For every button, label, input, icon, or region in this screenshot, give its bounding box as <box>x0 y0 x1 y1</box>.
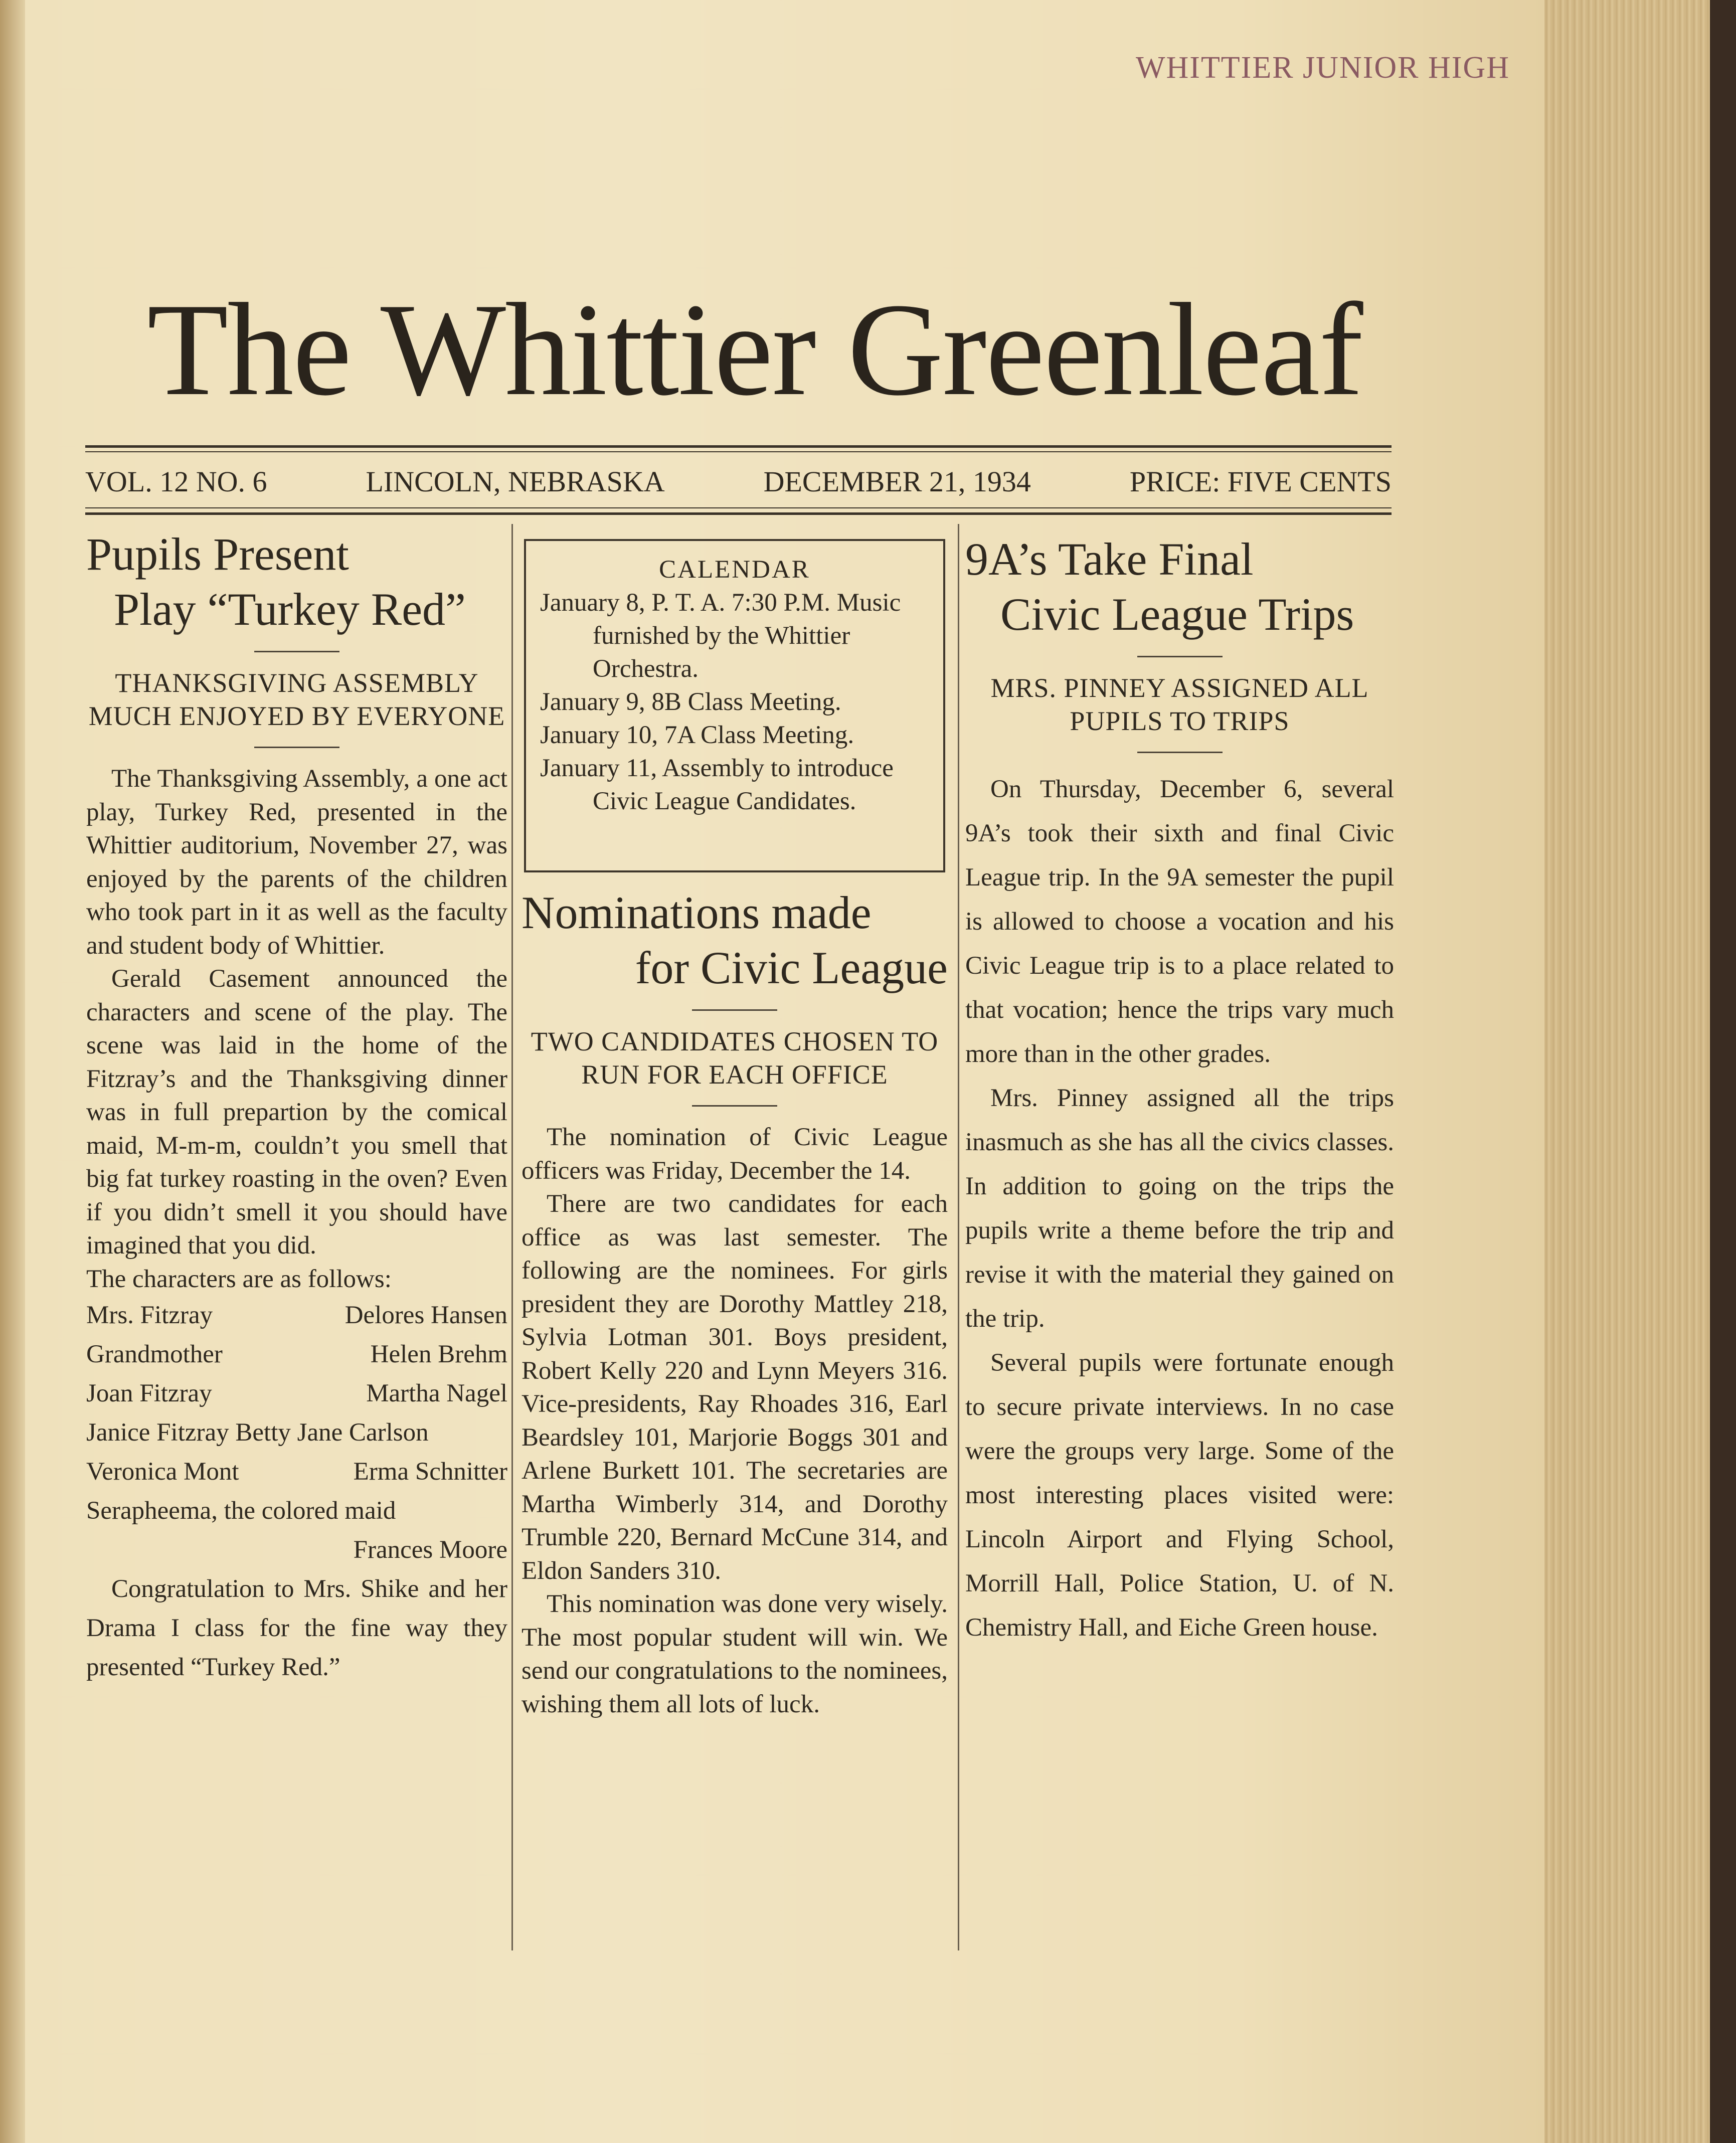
paragraph: There are two candidates for each office as was last semester. The following are the nominees. For girls president they are Dorothy Mattley 218, Sylvia Lotman 301. Boys president, Robert Kelly 220 and Lynn Meyers 316. Vice-presidents, Ray Rhoades 316, Earl Beardsley 101, Marjorie Boggs 301 and Arlene Burkett 101. The secretaries are Martha Wimberly 314, and Dorothy Trumble 220, Bernard McCune 314, and Eldon Sanders 310. <box>522 1190 948 1585</box>
cast-row: Veronica Mont Erma Schnitter <box>86 1458 507 1486</box>
calendar-item: January 11, Assembly to introduce Civic League Candidates. <box>540 754 894 815</box>
publication-date: DECEMBER 21, 1934 <box>763 465 1031 498</box>
headline-rule <box>254 651 339 652</box>
book-binding <box>1710 0 1736 2143</box>
calendar-box <box>524 539 945 872</box>
page-left-edge <box>0 0 25 2143</box>
publication-place: LINCOLN, NEBRASKA <box>366 465 665 498</box>
masthead-rule-top-thin <box>85 451 1392 452</box>
subhead-rule <box>1137 752 1223 753</box>
calendar-item: January 9, 8B Class Meeting. <box>540 688 841 716</box>
cast-row: Janice Fitzray Betty Jane Carlson <box>86 1418 429 1447</box>
cast-row: Mrs. Fitzray Delores Hansen <box>86 1301 507 1329</box>
subhead-pinney: MRS. PINNEY ASSIGNED ALL PUPILS TO TRIPS <box>990 673 1369 736</box>
headline-turkey-red: Pupils Present Play “Turkey Red” <box>86 528 466 635</box>
paragraph: The nomination of Civic League officers was Friday, December the 14. <box>522 1123 948 1185</box>
volume-number: VOL. 12 NO. 6 <box>85 465 267 498</box>
cast-list <box>86 1296 507 1569</box>
article-turkey-red <box>86 526 507 1687</box>
cast-row: Joan Fitzray Martha Nagel <box>86 1379 507 1407</box>
subhead-thanksgiving: THANKSGIVING ASSEMBLY MUCH ENJOYED BY EVERYONE <box>88 668 505 731</box>
dateline-rule-bottom <box>85 512 1392 515</box>
cast-row: Grandmother Helen Brehm <box>86 1340 507 1368</box>
headline-civic-trips: 9A’s Take Final Civic League Trips <box>965 533 1354 640</box>
calendar-title: CALENDAR <box>659 556 810 584</box>
paragraph: Mrs. Pinney assigned all the trips inasmuch as she has all the civics classes. In addition to going on the trips the pupils write a theme before the trip and revise it with the material they gained on the trip. <box>965 1084 1394 1333</box>
article-civic-trips <box>965 531 1394 1650</box>
paragraph: This nomination was done very wisely. The most popular student will win. We send our congratulations to the nominees, wishing them all lots of luck. <box>522 1590 948 1718</box>
paragraph: Congratulation to Mrs. Shike and her Drama I class for the fine way they presented “Turkey Red.” <box>86 1575 507 1681</box>
subhead-candidates: TWO CANDIDATES CHOSEN TO RUN FOR EACH OFFICE <box>531 1026 939 1090</box>
paragraph: On Thursday, December 6, several 9A’s took their sixth and final Civic League trip. In the 9A semester the pupil is allowed to choose a vocation and his Civic League trip is to a place related to that vocation; hence the trips vary much more than in the other grades. <box>965 775 1394 1068</box>
column-divider-1 <box>511 524 513 1950</box>
paragraph: Gerald Casement announced the characters and scene of the play. The scene was laid in the home of the Fitzray’s and the Thanksgiving dinner was in full prepartion by the comical maid, M-m-m, couldn’t you smell that big fat turkey roasting in the oven? Even if you didn’t smell it you should have imagined that you did. <box>86 965 507 1260</box>
subhead-rule <box>692 1105 777 1107</box>
library-stamp: WHITTIER JUNIOR HIGH <box>1136 51 1510 85</box>
subhead-rule <box>254 747 339 748</box>
calendar-item: January 8, P. T. A. 7:30 P.M. Music furnished by the Whittier Orchestra. <box>540 589 901 683</box>
paragraph: The Thanksgiving Assembly, a one act play, Turkey Red, presented in the Whittier auditorium, November 27, was enjoyed by the parents of the children who took part in it as well as the faculty and student body of Whittier. <box>86 765 507 960</box>
cast-row: Frances Moore <box>353 1536 507 1564</box>
cast-row: Serapheema, the colored maid <box>86 1497 396 1525</box>
column-divider-2 <box>958 524 959 1950</box>
dateline <box>85 464 1392 499</box>
headline-nominations: Nominations made for Civic League <box>522 887 948 993</box>
paragraph: Several pupils were fortunate enough to secure private interviews. In no case were the groups very large. Some of the most interesting places visited were: Lincoln Airport and Flying School, Morrill Hall, Police Station, U. of N. Chemistry Hall, and Eiche Green house. <box>965 1349 1394 1642</box>
headline-rule <box>692 1009 777 1011</box>
calendar-item: January 10, 7A Class Meeting. <box>540 721 854 749</box>
headline-rule <box>1137 656 1223 657</box>
book-page-edges <box>1544 0 1710 2143</box>
masthead-title: The Whittier Greenleaf <box>147 276 1362 423</box>
issue-price: PRICE: FIVE CENTS <box>1129 465 1392 498</box>
masthead-rule-top <box>85 445 1392 448</box>
article-nominations <box>522 885 948 1721</box>
dateline-rule-thin <box>85 507 1392 508</box>
cast-intro: The characters are as follows: <box>86 1265 392 1293</box>
